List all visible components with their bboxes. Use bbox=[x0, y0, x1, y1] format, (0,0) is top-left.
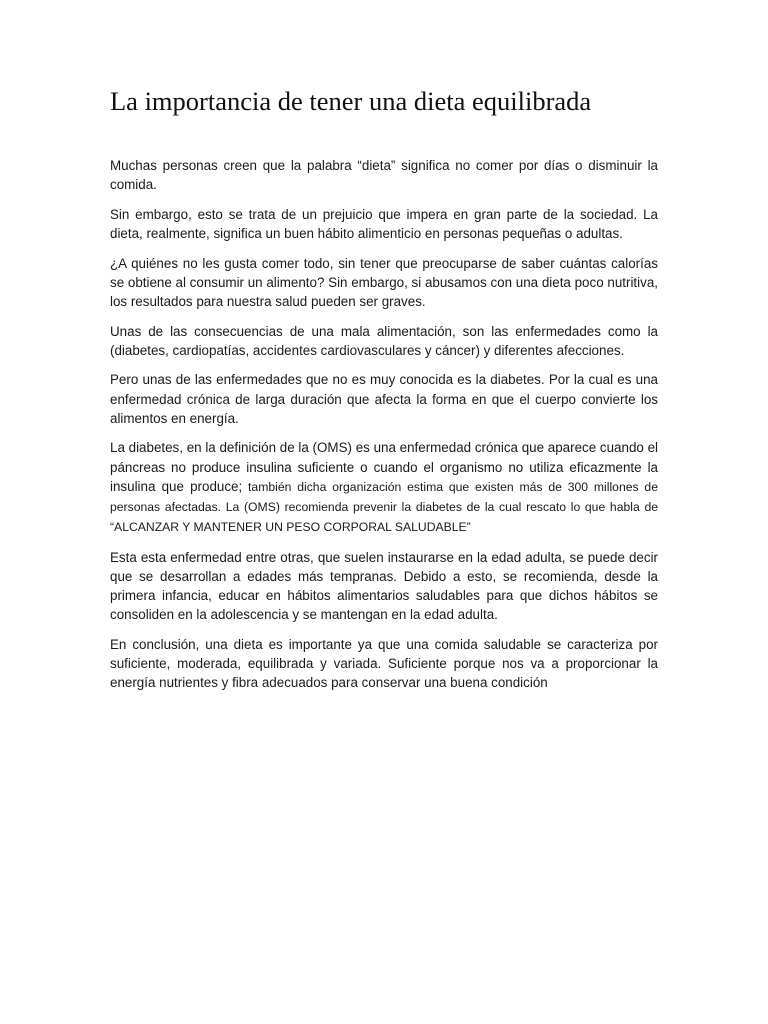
paragraph-2: Sin embargo, esto se trata de un prejuicio que impera en gran parte de la sociedad. La dieta, realmente, significa un buen hábito alimenticio en personas pequeñas o adultas. bbox=[110, 206, 658, 241]
paragraph-3: ¿A quiénes no les gusta comer todo, sin tener que preocuparse de saber cuántas calorías se obtiene al consumir un alimento? Sin embargo, si abusamos con una dieta poco nutritiva, los resultados para nuestra salud pueden ser graves. bbox=[110, 255, 658, 309]
paragraph-4: Unas de las consecuencias de una mala alimentación, son las enfermedades como la (diabetes, cardiopatías, accidentes cardiovasculares y cáncer) y diferentes afecciones. bbox=[110, 323, 658, 358]
paragraph-6-small-text: también dicha organización estima que existen más de 300 millones de personas afectadas. La (OMS) recomienda prevenir la diabetes de la cual rescato lo que habla de “ALCANZAR Y MANTENER UN PESO CORPORAL SALUDABLE” bbox=[110, 479, 658, 535]
paragraph-1: Muchas personas creen que la palabra “dieta” significa no comer por días o disminuir la comida. bbox=[110, 158, 658, 193]
document-title: La importancia de tener una dieta equilibrada bbox=[110, 86, 592, 116]
document-body bbox=[110, 156, 658, 703]
paragraph-7: Esta esta enfermedad entre otras, que suelen instaurarse en la edad adulta, se puede decir que se desarrollan a edades más tempranas. Debido a esto, se recomienda, desde la primera infancia, educar en hábitos alimentarios saludables para que dichos hábitos se consoliden en la adolescencia y se mantengan en la edad adulta. bbox=[110, 549, 658, 623]
paragraph-8: En conclusión, una dieta es importante ya que una comida saludable se caracteriza por suficiente, moderada, equilibrada y variada. Suficiente porque nos va a proporcionar la energía nutrientes y fibra adecuados para conservar una buena condición bbox=[110, 637, 658, 691]
paragraph-6-text: La diabetes, en la definición de la (OMS) es una enfermedad crónica que aparece cuando el páncreas no produce insulina suficiente o cuando el organismo no utiliza eficazmente la insulina que produce; bbox=[110, 440, 658, 494]
paragraph-5: Pero unas de las enfermedades que no es muy conocida es la diabetes. Por la cual es una enfermedad crónica de larga duración que afecta la forma en que el cuerpo convierte los alimentos en energía. bbox=[110, 372, 658, 426]
paragraph-6 bbox=[110, 438, 658, 537]
